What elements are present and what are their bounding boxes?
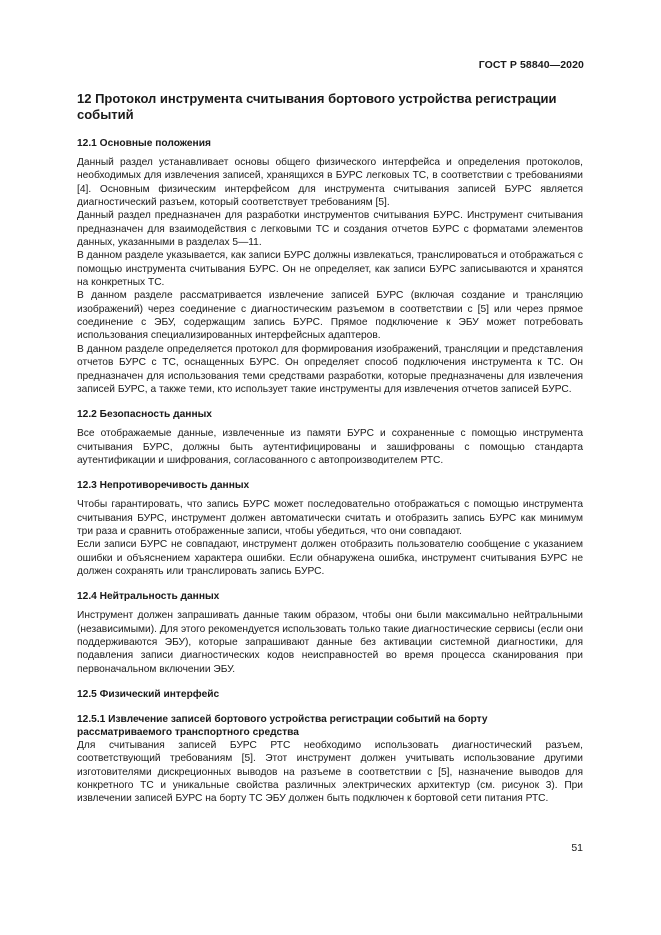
heading-12-5: 12.5 Физический интерфейс: [77, 689, 220, 700]
standard-header: ГОСТ Р 58840—2020: [478, 59, 584, 71]
page-number: 51: [571, 842, 583, 854]
heading-12-1: 12.1 Основные положения: [77, 138, 211, 149]
paragraph: Для считывания записей БУРС РТС необходимо использовать диагностический разъем, соответствующий требованиям [5]. Этот инструмент должен учитывать использование другими изготовителями дискреционных выводов на разъеме в соответствии с [5], назначение выводов для конкретного ТС и уникальные свойства различных электрических архитектур (см. рисунок 3). При извлечении записей БУРС на борту ТС ЭБУ должен быть подключен к бортовой сети питания РТС.: [77, 740, 583, 805]
section-title: 12 Протокол инструмента считывания бортового устройства регистрации событий: [77, 91, 557, 122]
paragraph: Инструмент должен запрашивать данные таким образом, чтобы они были максимально нейтральными (независимыми). Для этого рекомендуется использовать только такие диагностические сервисы (если они поддерживаются ЭБУ), которые запрашивают данные без активации системной диагностики, для подавления записи диагностических кодов неисправностей во время процесса сканирования при первоначальном включении ЭБУ.: [77, 610, 584, 675]
paragraph: В данном разделе определяется протокол для формирования изображений, трансляции и представления отчетов БУРС с ТС, оснащенных БУРС. Он определяет способ подключения инструмента к ТС. Он предназначен для использования теми средствами разработки, которые предназначены для извлечения записей БУРС, а также теми, кто использует такие инструменты для извлечения отчетов записей БУРС.: [77, 343, 583, 395]
page-content: [77, 91, 583, 806]
heading-12-2: 12.2 Безопасность данных: [77, 409, 212, 421]
paragraph: Чтобы гарантировать, что запись БУРС может последовательно отображаться с помощью инструмента считывания БУРС, инструмент должен автоматически считать и отобразить запись БУРС как минимум три раза и сравнить отображенные записи, чтобы убедиться, что они совпадают.: [77, 499, 583, 537]
paragraph: Данный раздел предназначен для разработки инструментов считывания БУРС. Инструмент считывания предназначен для взаимодействия с легковыми ТС и создания отчетов БУРС с форматами элементов данных, указанными в разделах 5—11.: [77, 210, 583, 249]
heading-12-5-1: 12.5.1 Извлечение записей бортового устройства регистрации событий на борту рассматриваемого транспортного средства: [77, 714, 488, 738]
heading-12-3: 12.3 Непротиворечивость данных: [77, 480, 250, 492]
paragraph: Данный раздел устанавливает основы общего физического интерфейса и определения протоколов, необходимых для извлечения записей, хранящихся в БУРС легковых ТС, в соответствии с требованиями [4]. Основным физическим интерфейсом для инструмента считывания записей БУРС является диагностический разъем, который соответствует требованиям [5].: [77, 157, 583, 209]
paragraph: В данном разделе рассматривается извлечение записей БУРС (включая создание и трансляцию изображений) через соединение с диагностическим разъемом в соответствии с [5] или через прямое соединение с ЭБУ, содержащим запись БУРС. Прямое подключение к ЭБУ может потребовать использования специализированных интерфейсных адаптеров.: [77, 290, 583, 342]
paragraph: Все отображаемые данные, извлеченные из памяти БУРС и сохраненные с помощью инструмента считывания БУРС, должны быть аутентифицированы и зашифрованы с помощью стандарта аутентификации и шифрования, согласованного с автопроизводителем РТС.: [77, 428, 583, 466]
paragraph: Если записи БУРС не совпадают, инструмент должен отобразить пользователю сообщение с указанием ошибки и объяснением характера ошибки. Если обнаружена ошибка, инструмент считывания БУРС не должен сохранять или транслировать запись БУРС.: [77, 539, 583, 577]
heading-12-4: 12.4 Нейтральность данных: [77, 591, 220, 603]
paragraph: В данном разделе указывается, как записи БУРС должны извлекаться, транслироваться и отображаться с помощью инструмента считывания БУРС. Он не определяет, как записи БУРС записываются и хранятся на конкретных ТС.: [77, 250, 583, 289]
